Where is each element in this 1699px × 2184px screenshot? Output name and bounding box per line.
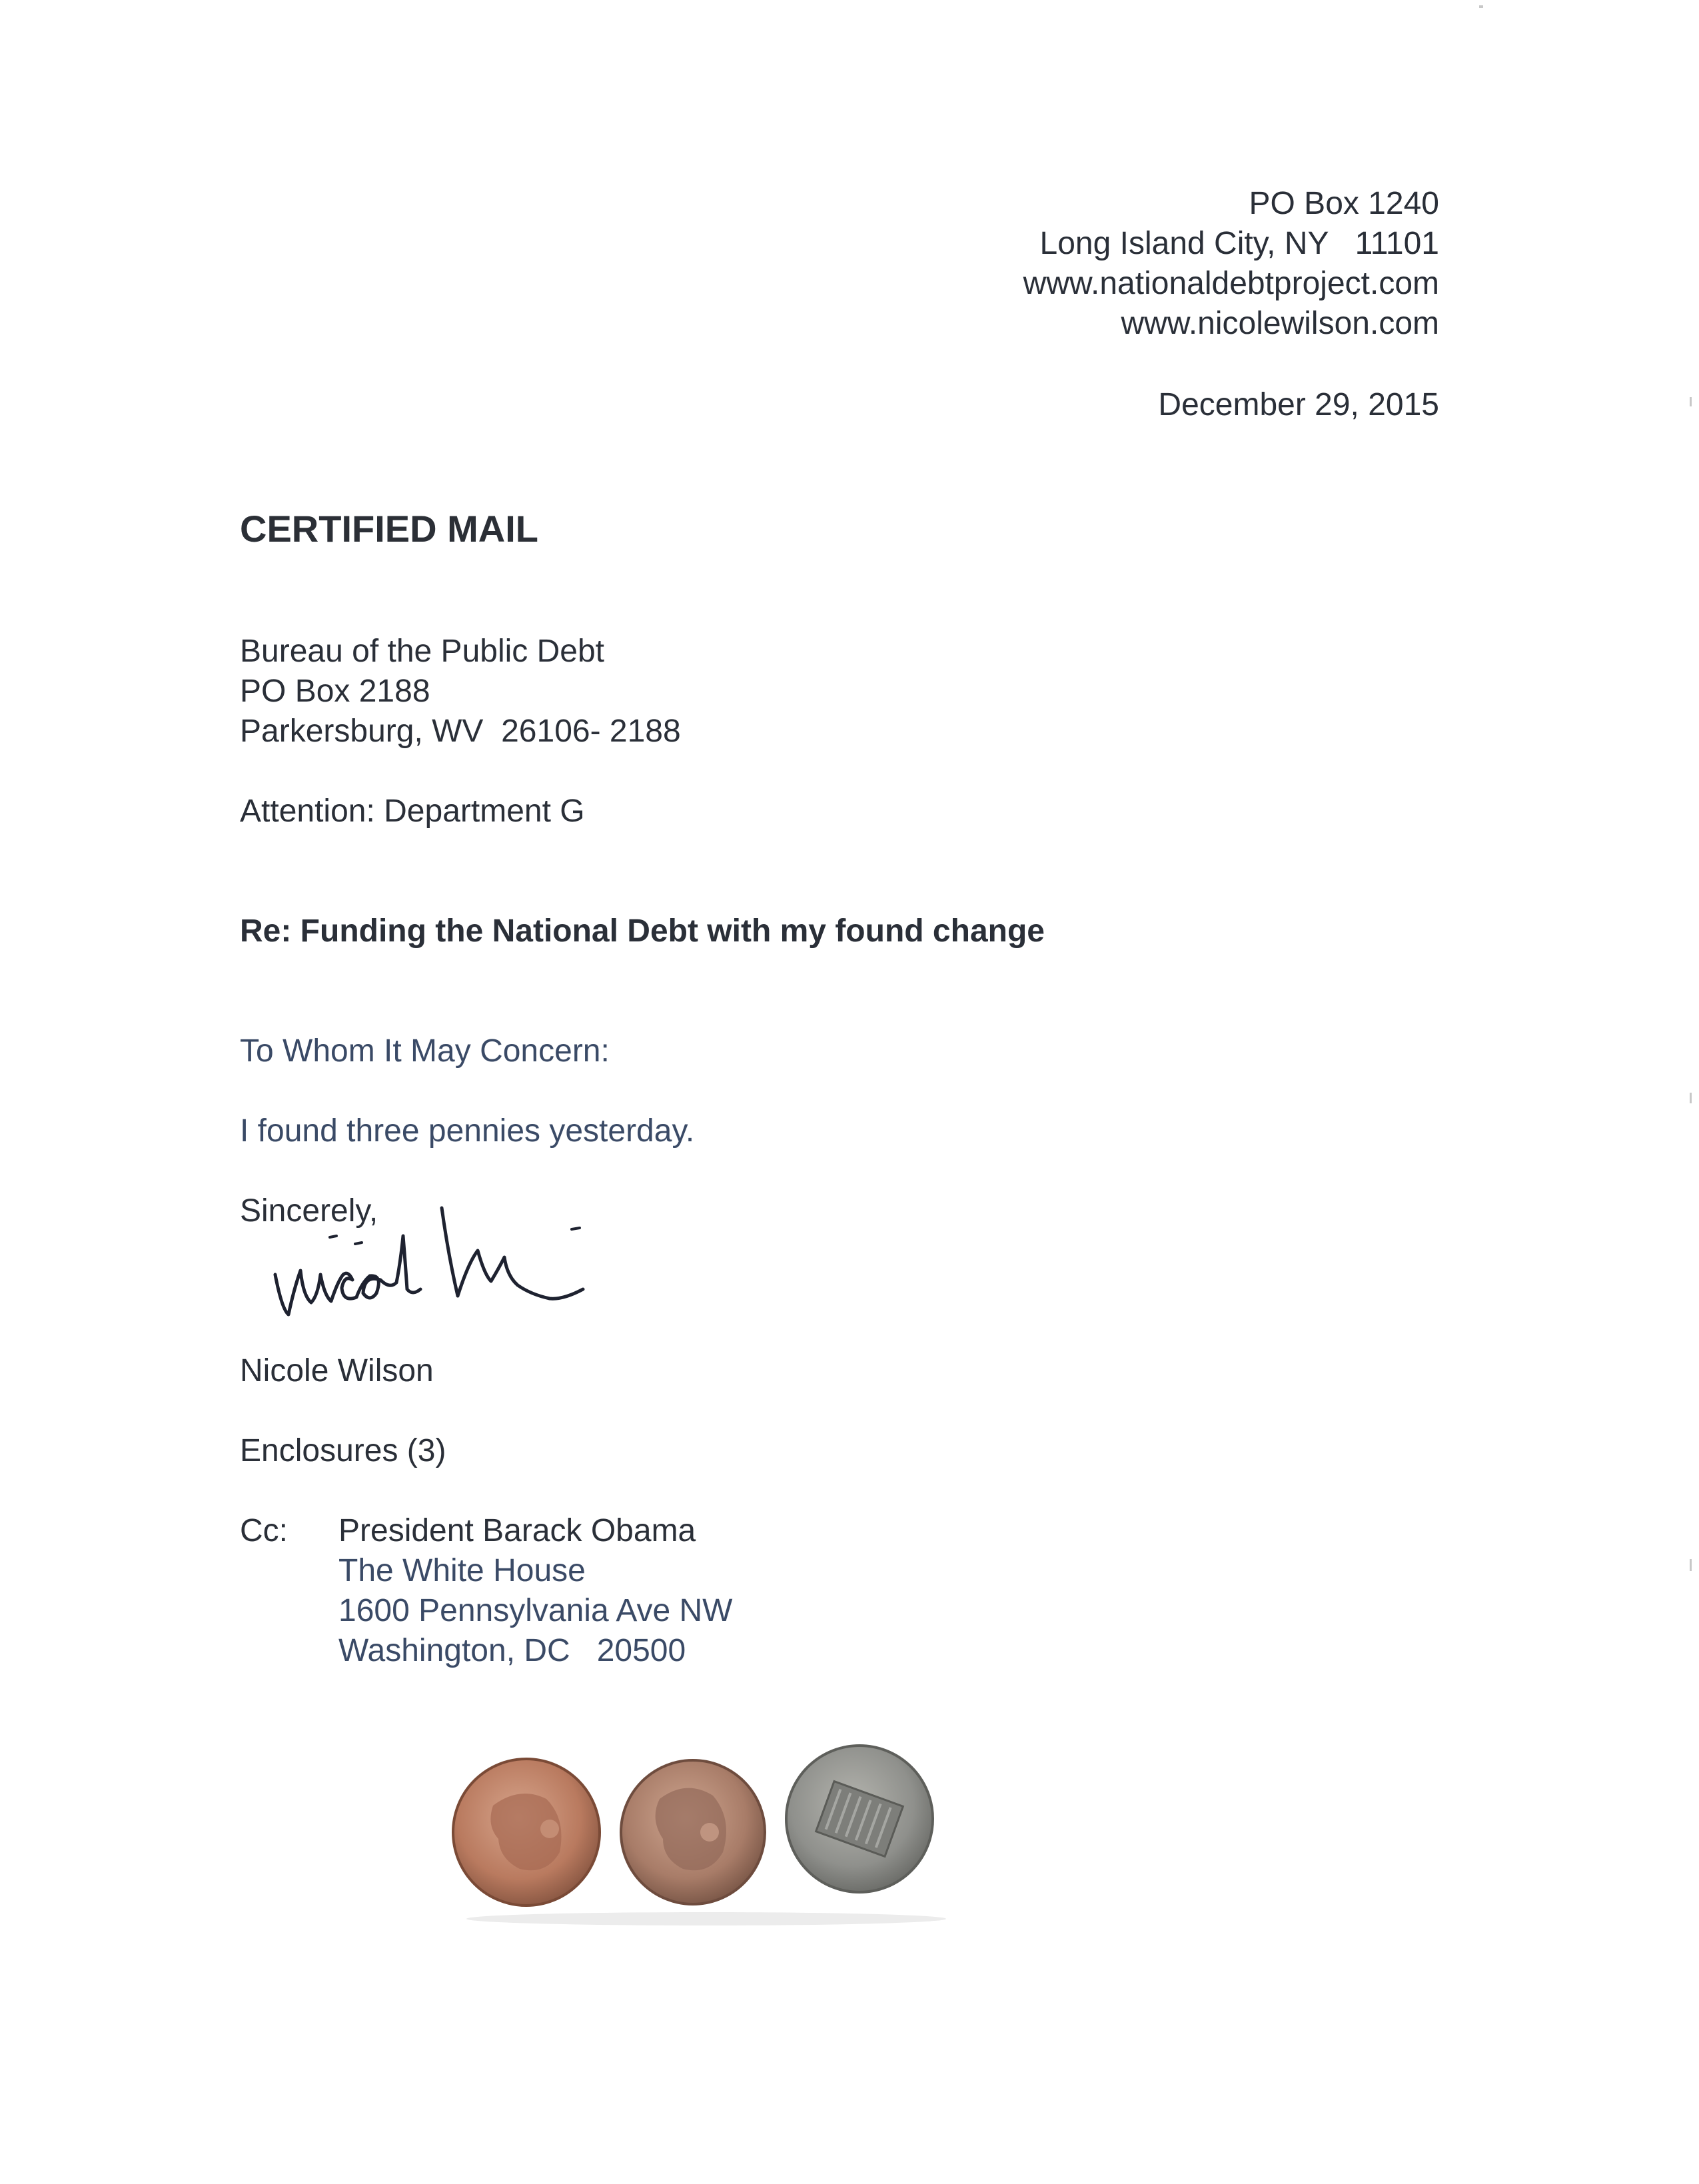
cc-line3: 1600 Pennsylvania Ave NW (338, 1593, 733, 1628)
enclosures-line: Enclosures (3) (240, 1433, 446, 1468)
signature-name: Nicole Wilson (240, 1353, 434, 1388)
scan-speck (1479, 5, 1483, 8)
letter-body: I found three pennies yesterday. (240, 1113, 695, 1149)
attention-line: Attention: Department G (240, 794, 585, 829)
scan-speck (1690, 397, 1692, 406)
sender-address-line2: Long Island City, NY 11101 (1039, 226, 1439, 261)
cc-label: Cc: (240, 1513, 288, 1548)
enclosed-pennies-image (446, 1732, 966, 1932)
closing: Sincerely, (240, 1193, 378, 1229)
subject-line: Re: Funding the National Debt with my found change (240, 913, 1045, 949)
recipient-address-line2: Parkersburg, WV 26106- 2188 (240, 714, 681, 749)
sender-website-nicolewilson: www.nicolewilson.com (1121, 306, 1439, 341)
certified-mail-heading: CERTIFIED MAIL (240, 508, 538, 550)
handwritten-signature (270, 1196, 630, 1336)
cc-line1: President Barack Obama (338, 1513, 696, 1548)
salutation: To Whom It May Concern: (240, 1033, 610, 1069)
scan-speck (1690, 1559, 1692, 1571)
cc-line2: The White House (338, 1553, 586, 1588)
sender-address-line1: PO Box 1240 (1249, 186, 1439, 221)
recipient-address-line1: PO Box 2188 (240, 674, 430, 709)
letter-date: December 29, 2015 (1158, 387, 1439, 422)
penny-3 (786, 1746, 933, 1892)
sender-website-nationaldebtproject: www.nationaldebtproject.com (1023, 266, 1439, 301)
penny-1 (453, 1759, 600, 1906)
penny-2 (621, 1760, 765, 1904)
cc-line4: Washington, DC 20500 (338, 1633, 686, 1668)
recipient-name: Bureau of the Public Debt (240, 634, 605, 669)
scan-speck (1690, 1093, 1692, 1103)
